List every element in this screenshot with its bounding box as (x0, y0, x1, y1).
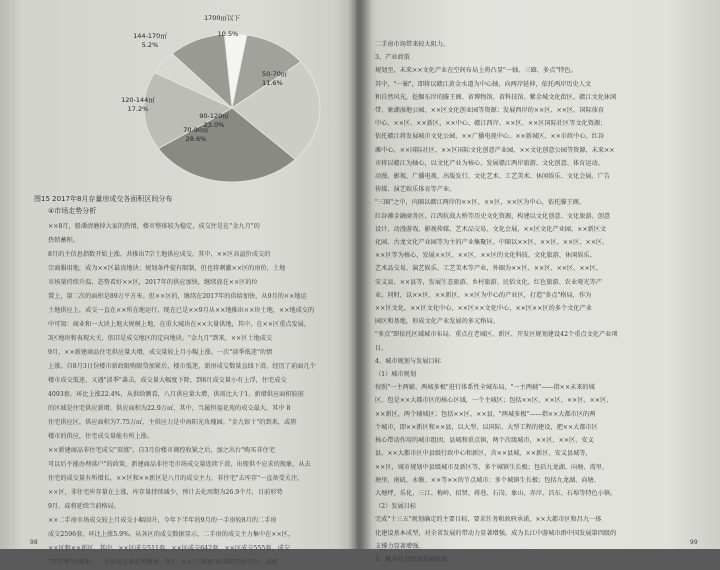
right-text-line: 塘里、南矶、永修、××等××的节点城市；多个城镇生长极；包括九龙湖、向塘、 (375, 476, 600, 484)
left-text-line: 3区地块和表现大关，依旧是成交地区的定向地块。"金九月"到来，××区土地成交 (48, 335, 273, 342)
pie-data-label: 11.6% (262, 79, 283, 87)
right-text-line: "多点"即依托区域城市布局，重点在老城区、新区、开发区规划建设42个重点文化产业项 (375, 331, 618, 339)
right-text-line: 支撑力显著增强。 (375, 542, 425, 550)
pie-data-label: 70-90㎡ (183, 126, 209, 134)
left-text-line: ××新建商品非住宅成交"双涨"，自3月份楼市调控收紧之后，加之出台"购买非住宅 (48, 447, 276, 454)
right-text-line: 园区和基地，形成文化产业发展的多元格局。 (375, 318, 499, 326)
right-text-line: 核心带动作用的城市组团，县城和重点镇，两个次级城市，××区、××区、安义 (375, 437, 594, 445)
left-text-line: ××8月，船潘清磨掉大家的热情，楼市整体较为稳定，成交往是在"金九月"的 (48, 223, 260, 230)
right-text-line: 安义县、××县等，发展生态旅游、乡村旅游、民俗文化、红色旅游、农业观光等产 (375, 278, 602, 286)
left-text-line: ××二手房市场成交较上月成交小幅回升，今年下半年的9月的一手房较8月的二手房 (48, 517, 277, 524)
right-text-line: 完成"十三五"规划确定的主要目标，要求任务和政府承诺，××大都市区和昌九一体 (375, 516, 602, 524)
pie-data-label: 23.0% (203, 121, 225, 129)
right-text-line: 动漫、影视、广播电视、出版发行、文化艺术、工艺美术、休闲娱乐、文化会展、广告 (375, 173, 611, 181)
right-text-line: 和自然风光，挖掘东岸的滕王阁、省博物馆、省科技馆、紫金城文化街区、赣江文化休闲 (375, 93, 617, 101)
figure-caption: 图15 2017年8月存量房成交各面积区间分布 (34, 195, 173, 203)
left-text-line: ××区和××新区，其中，××区成交511套，××区成交642套，××区成交555套，成交 (48, 545, 290, 552)
right-text-line: 红谷滩金融商务区、江西抗战大桥等历史文化资源，构建以文化创意、文化旅游、创意 (375, 212, 611, 220)
right-text-line: 3、产业政策 (375, 54, 410, 62)
pie-data-label: 144-170㎡ (133, 32, 167, 40)
left-text-line: 9月，××新建商品住宅供应量大增，成交量较上月小幅上涨。一次"淡季低迷"的情 (48, 349, 273, 356)
right-text-line: 目。 (375, 344, 388, 352)
right-text-line: 其中，"一轴"，即将以赣江黄金水道为中心轴，向两岸延伸，依托两岸历史人文 (375, 80, 592, 88)
pie-data-label: 17.2% (127, 105, 149, 113)
left-text-line: 住宅的成交量有所增长，××区和××新区是八月的成交主力，非住宅"去库存"一直备受关注， (48, 475, 304, 482)
left-text-line: 8月的主信息指数开始上涨，共推出7宗土地供应成交。其中，××区高溢价成交的 (48, 251, 271, 258)
right-text-line: 化园、古龙文化产业园等为主的产业集聚区。中圈以××区、××区、××区、××区、 (375, 239, 609, 247)
left-text-line: 楼市成交低迷，又遇"淡季"袭击，成交量大幅度下降，到8月成交量小有上浮，住宅成交 (48, 377, 287, 384)
right-text-line: ××新区，两个辅城区；包括××区、××县，"两城多极"——指××大都市区的两 (375, 410, 596, 418)
left-text-line: 可以后不能办理落户"的政策，新建商品非住宅市场成交量连续下滑，出现供不应求的现象，从去 (48, 461, 311, 468)
right-text-line: 中心、××区、××新区、××中心、赣江西岸、××区、××区国际社区等文化资源； (375, 120, 607, 128)
right-text-line: （1）城市规划 (375, 371, 417, 379)
page-number-right: 99 (690, 539, 698, 546)
left-text-line: 9月，或将延续当前格局。 (48, 503, 120, 510)
right-body-text (375, 38, 715, 566)
pie-data-label: 1700㎡以下 (203, 14, 241, 22)
left-text-line: 宗商服用地，成为××区最贵地块；规划条件提有限制，但也将刺激××区的房价，土地 (48, 265, 286, 272)
right-text-line: 大塘坪、乐化、三江、梅岭、招贤、蒋巷、石岗、象山、赤岸、昌东、石埠等特色小镇。 (375, 489, 617, 497)
pie-data-label: 5.2% (141, 41, 159, 49)
pie-data-label: 90-120㎡ (199, 112, 229, 120)
right-text-line: 二手房市场带来较大阻力。 (375, 41, 450, 48)
pie-data-label: 120-144㎡ (121, 96, 155, 104)
right-text-line: 县。××大都市区中县级行政中心和新区，含××县城、××新区、安义县城等， (375, 450, 592, 458)
pie-data-label: 28.6% (185, 135, 207, 143)
left-text-line: 土地供应上，成交一直在××所在地运行，现在已是××9月从××地推出××块土地，××地成交的 (48, 307, 315, 314)
pie-chart (0, 0, 364, 200)
section-subheading: ④市场走势分析 (48, 207, 97, 215)
left-text-line: 成交2596套，环比上涨5.9%。从各区的成交数据显示，二手房的成交主力集中在××区， (48, 531, 295, 538)
left-text-line: 的区域是住宅供应新增，供应面积为22.9万㎡，其中，当属恒福花苑的成交最大，其中 8 (48, 405, 291, 412)
left-text-line: 市场量持续升温，态势看好××区，2017年的供应加快，继续放在××区的位 (48, 279, 258, 286)
left-text-line: 上涨。自8月3日份楼市新政限购限贷加紧后，楼市低迷，新房成交数量直线下滑，经历了前面几个 (48, 363, 316, 370)
left-text-line: "开学季"的到来，二手房成交量有所增加。9月，××"三限房"政策将开始实行，或将 (48, 559, 278, 566)
right-text-line: 市将以赣江为轴心，以文化产业为核心，发展赣江两岸旅游、文化创意、体育运动、 (375, 159, 604, 167)
right-text-line: 化建设基本成型，对全省发展的带动力显著增强，成为长江中游城市群中国发展第四级的 (375, 529, 617, 537)
page-number-left: 98 (30, 539, 38, 546)
pie-data-label: 50-70㎡ (262, 70, 288, 78)
left-text-line: 热销蓄积。 (48, 237, 79, 244)
right-text-line: 区，包是××大都市区的核心区域，一个主城区；包括××区、××区、××区、××区、 (375, 397, 613, 405)
right-text-line: ××区文化、××区文化中心，××区××文化中心，××区××区的多个文化产业 (375, 305, 592, 313)
left-text-line: 4093套，环比上涨22.4%，从供给侧看，八月供应量大增，供需比大于1。新增供应面积较前 (48, 391, 304, 398)
left-text-line: 置上，第二次的面积是89万平方米。但××区的，继续在2017年的供给加快，从9月的××地运 (48, 293, 307, 300)
left-text-line: 住宅供应区，供应面积为7.75万㎡，主供应力是中海阳光玫瑰园。"金九银十"的到来，或将 (48, 419, 297, 426)
right-text-line: 依托赣江将发展城市文化公园、××广播电视中心、××新城区、××市政中心、红谷 (375, 133, 605, 141)
right-text-line: 传媒、演艺娱乐体育等产业。 (375, 186, 456, 194)
right-text-line: 业。同时，以××区、××新区、××区为中心的产业区，打造"多点"格局，作为 (375, 291, 592, 299)
book-gutter (348, 0, 372, 549)
right-text-line: （2）发展目标 (375, 503, 417, 511)
right-text-line: ××区，城市规划中县级城市及新区等，多个城镇生长极；包括九龙湖、向塘、湾里、 (375, 463, 609, 471)
right-text-line: 4、城市规划与发展目标 (375, 357, 441, 365)
right-text-line: 按照"一主两辅、两城多极"进行体系性全城布局，"一主两辅"——指××未来的城 (375, 384, 595, 392)
right-text-line: 个城市，即××新区和××县，以大型、以国际、大型工程的建设，把××大都市区 (375, 423, 598, 431)
left-text-line: ××区，非住宅库存量在上涨，库存量持续减少，预计去化周期为26.9个月，目前形势 (48, 489, 283, 496)
right-text-line: 滩中心、××国际社区、××区国际文化创意产业园、××文化创意公园等资源，未来×× (375, 146, 615, 154)
left-text-line: 中可知：商业和一大块上地大规模上地，在重大城块在××大量供地，其中，在××区重点发展， (48, 321, 311, 328)
right-text-line: 艺术品交易、演艺娱乐、工艺美术等产业，外圈为××区、××区、××区、××区、 (375, 265, 603, 273)
left-text-line: 楼市的供应，住宅成交量能有所上涨。 (48, 433, 154, 440)
pie-data-label: 10.5% (217, 30, 239, 38)
right-text-line: "三圈"之中，内圈以赣江两岸的××区、××区、××区为中心，依托滕王阁、 (375, 199, 586, 207)
left-body-text (48, 220, 368, 570)
right-text-line: 规划至，未来××文化产业在空间布局上将凸显"一轴、三圈、多点"特色。 (375, 67, 577, 75)
right-text-line: 设计、动漫游戏、影视传媒、艺术品交易、文化会展、××区文化产业园、××新区文 (375, 225, 607, 233)
right-text-line: 带、象湖湿地公园、××区文化创业园等资源；发展西岸的××区、××区、国际体育 (375, 107, 605, 115)
right-text-line: 5、城市社会经济发展状况 (375, 555, 447, 563)
right-text-line: ××区等为核心，发展××区、××区、××区的文化科技、文化旅游、休闲娱乐、 (375, 252, 596, 260)
